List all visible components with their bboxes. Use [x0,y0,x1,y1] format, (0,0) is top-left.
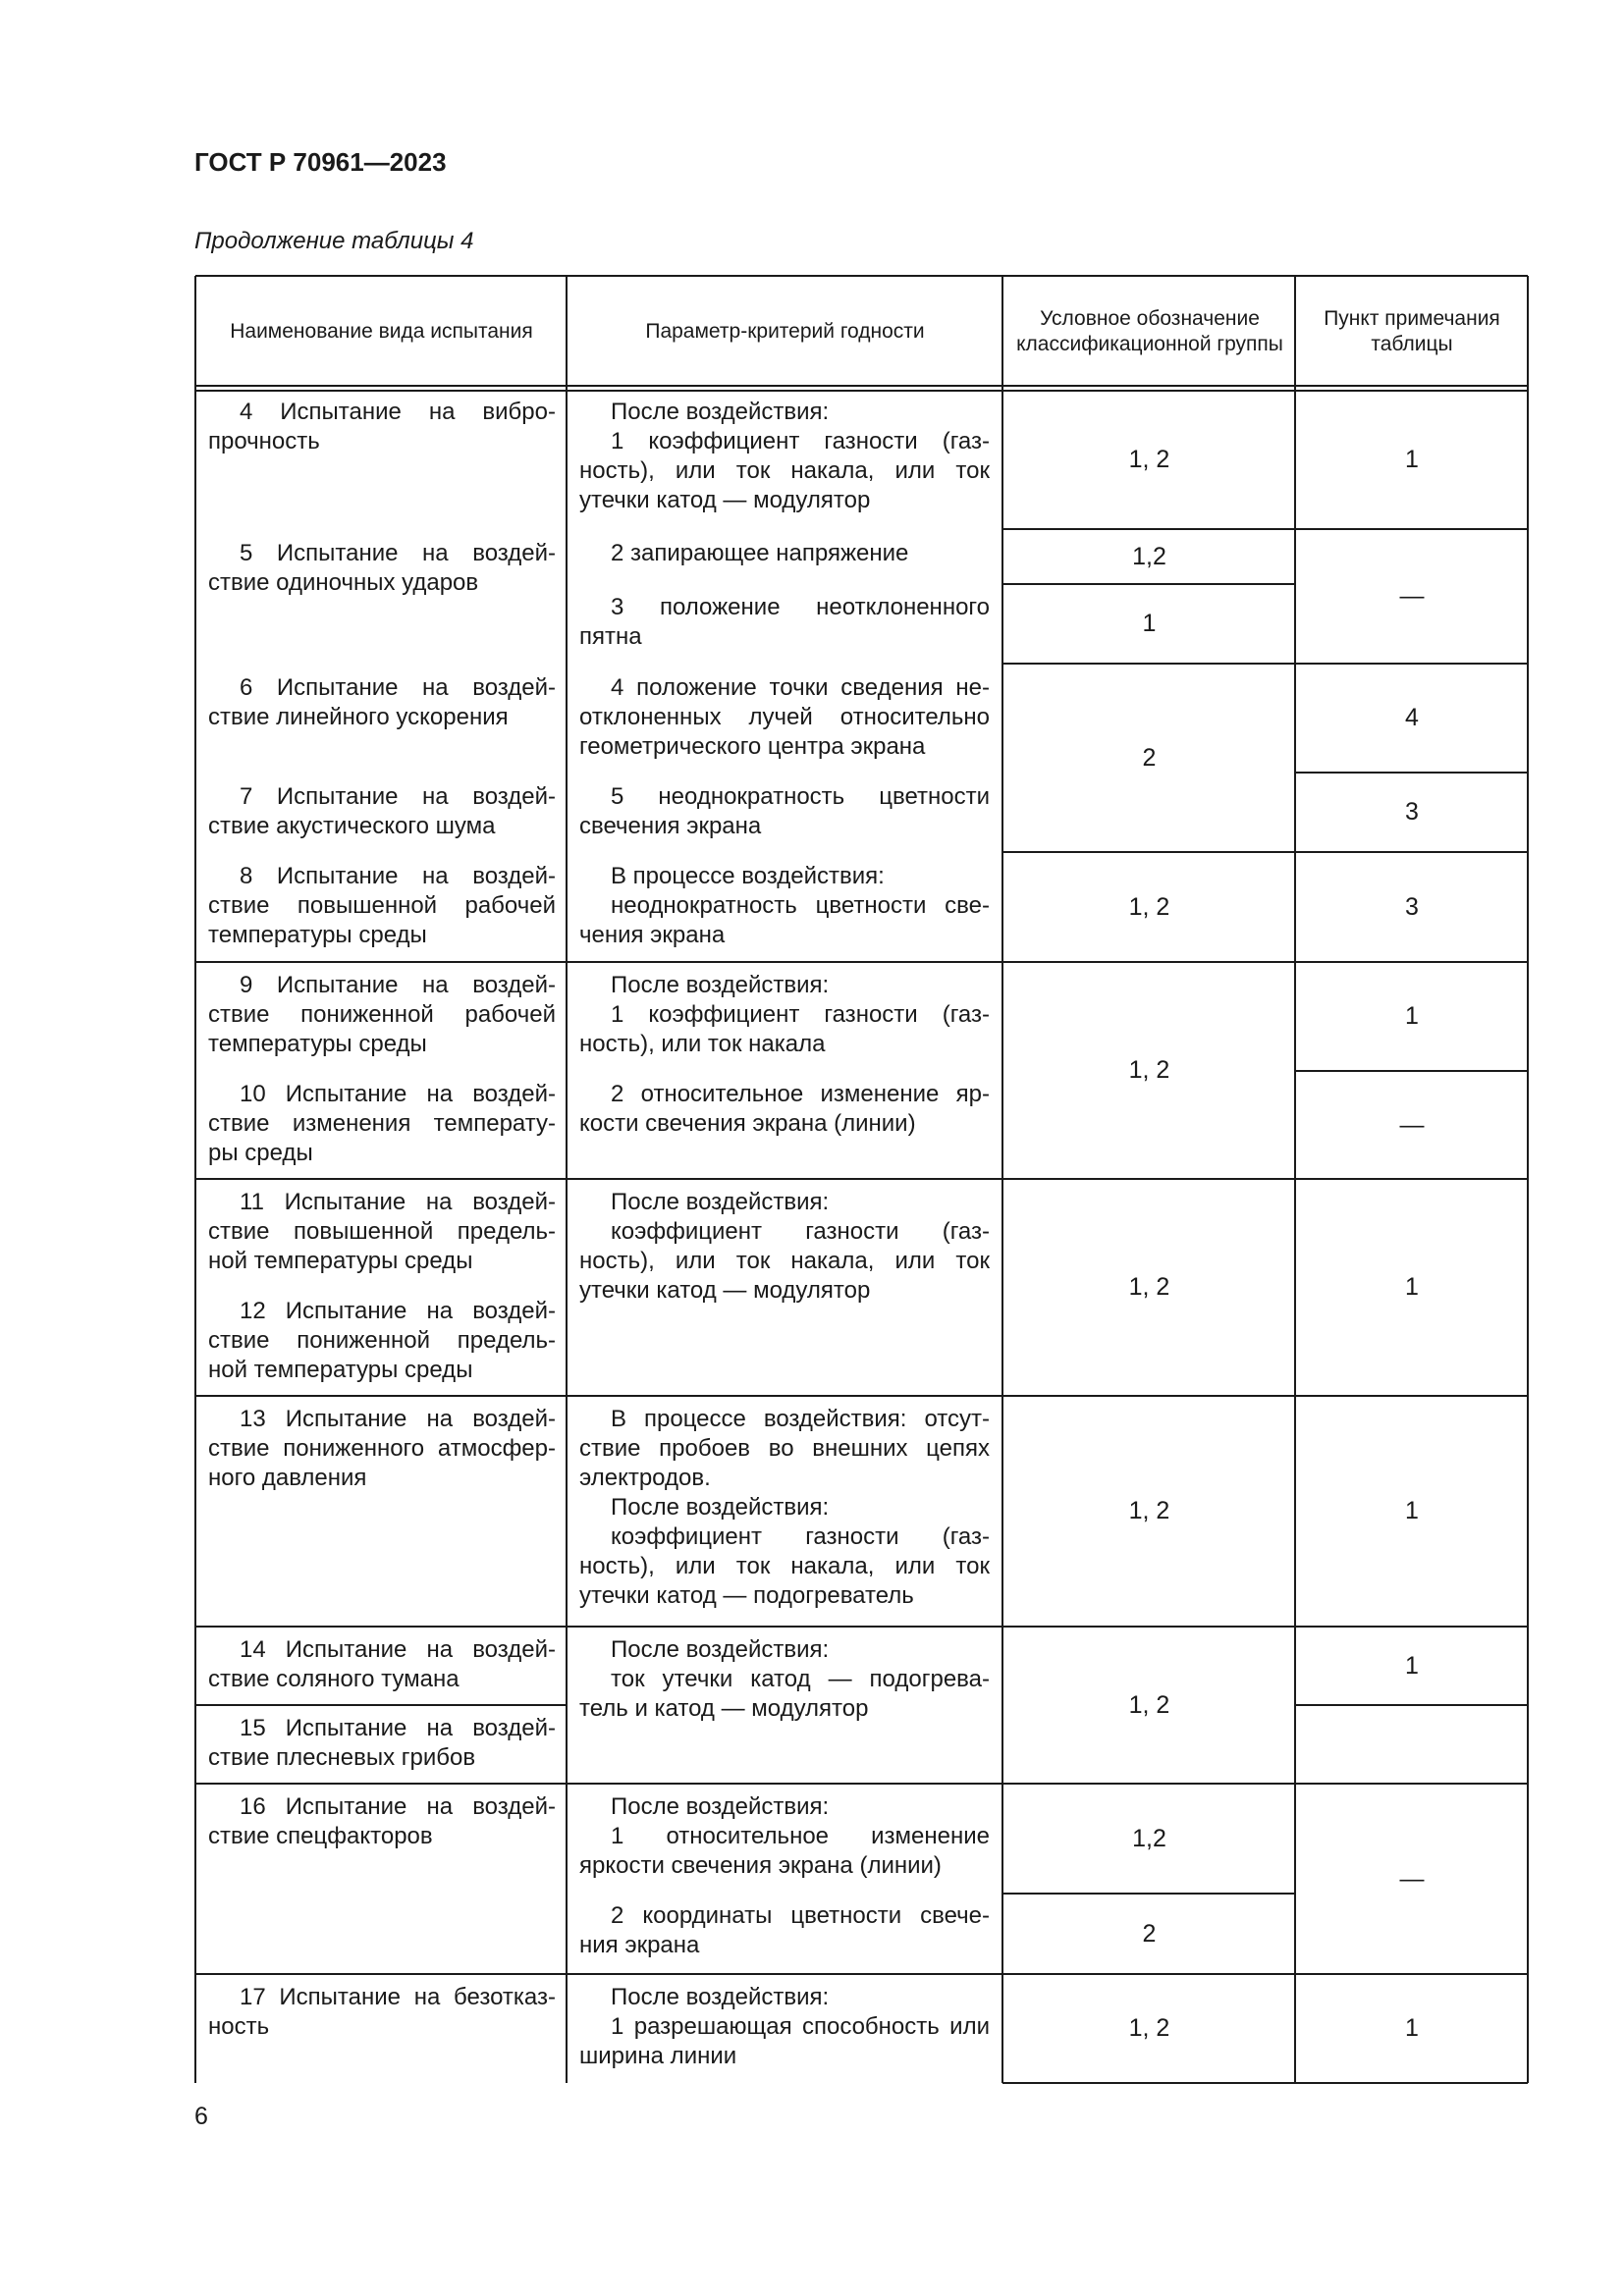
class-group-11: 1, 2 [1128,1273,1170,1301]
test-name-10: 10 Испытание на воздей- ствие изменения температу- ры среды [208,1081,556,1166]
criterion-14: ток утечки катод — подогрева- тель и катод — модулятор [579,1666,990,1722]
class-group-5b: 1 [1142,610,1157,637]
test-name-15: 15 Испытание на воздей- ствие плесневых грибов [208,1715,556,1771]
criterion-11: коэффициент газности (газ- ность), или ток накала, или ток утечки катод — модулятор [579,1218,990,1304]
note-ref-10: — [1399,1110,1425,1139]
class-group-8: 1, 2 [1128,892,1170,921]
criterion-8: неоднократность цветности све- чения экрана [579,892,990,948]
table-caption: Продолжение таблицы 4 [194,228,474,254]
criterion-16-1: 1 относительное изменение яркости свечения экрана (линии) [579,1823,990,1879]
note-ref-9: 1 [1405,1002,1419,1030]
note-ref-16: — [1399,1864,1425,1893]
criterion-17: 1 разрешающая способность или ширина линии [579,2013,990,2069]
criterion-group-7 [579,1983,990,2071]
criterion-13-during: В процессе воздействия: отсут- ствие пробоев во внешних цепях электродов. [579,1406,990,1491]
criterion-after-label: После воздействия: [611,1189,830,1215]
criterion-9-1: 1 коэффициент газности (газ- ность), или ток накала [579,1001,990,1057]
class-group-16a: 1,2 [1132,1824,1166,1852]
criterion-after-label: После воздействия: [611,1984,830,2010]
criterion-2: 2 запирающее напряжение [611,540,909,566]
note-ref-13: 1 [1405,1497,1419,1524]
test-name-11: 11 Испытание на воздей- ствие повышенной предель- ной температуры среды [208,1189,556,1274]
class-group-9: 1, 2 [1128,1056,1170,1084]
criterion-group-3 [579,1188,990,1306]
criterion-during-label: В процессе воздействия: [611,863,885,889]
class-group-6: 2 [1142,743,1157,772]
criterion-1: 1 коэффициент газности (газ- ность), или ток накала, или ток утечки катод — модулятор [579,428,990,513]
test-name-16: 16 Испытание на воздей- ствие спецфакторов [208,1793,556,1849]
test-name-13: 13 Испытание на воздей- ствие пониженного атмосфер- ного давления [208,1406,556,1491]
page-number: 6 [194,2103,208,2130]
class-group-17: 1, 2 [1128,2014,1170,2042]
header-test-name: Наименование вида испытания [230,319,533,343]
criterion-after-label: После воздействия: [611,399,830,425]
test-name-14: 14 Испытание на воздей- ствие соляного тумана [208,1636,556,1692]
class-group-5a: 1,2 [1132,542,1166,570]
test-name-6: 6 Испытание на воздей- ствие линейного ускорения [208,674,556,730]
class-group-14: 1, 2 [1128,1690,1170,1719]
criterion-3: 3 положение неотклоненного пятна [579,594,990,650]
test-name-8: 8 Испытание на воздей- ствие повышенной рабочей температуры среды [208,863,556,948]
test-name-7: 7 Испытание на воздей- ствие акустического шума [208,783,556,839]
criterion-after-label: После воздействия: [611,972,830,998]
criterion-after-label: После воздействия: [611,1636,830,1663]
criterion-4: 4 положение точки сведения не- отклоненных лучей относительно геометрического центра экрана [579,674,990,760]
header-criterion: Параметр-критерий годности [645,319,925,343]
criterion-13-after: коэффициент газности (газ- ность), или ток накала, или ток утечки катод — подогреватель [579,1523,990,1609]
test-name-12: 12 Испытание на воздей- ствие пониженной предель- ной температуры среды [208,1298,556,1383]
test-name-4: 4 Испытание на вибро- прочность [208,399,556,454]
class-group-4: 1, 2 [1128,446,1170,473]
criterion-group-4 [579,1405,990,1611]
criterion-group-1-intro [579,398,990,515]
criterion-group-5 [579,1635,990,1724]
test-name-9: 9 Испытание на воздей- ствие пониженной рабочей температуры среды [208,972,556,1057]
note-ref-8: 3 [1405,892,1419,921]
criterion-after-label: После воздействия: [611,1793,830,1820]
note-ref-11: 1 [1405,1273,1419,1301]
header-class-group: Условное обозначение классификационной группы [1016,306,1283,355]
test-name-17: 17 Испытание на безотказ- ность [208,1984,556,2040]
criterion-group-6 [579,1792,990,1881]
criterion-group-2 [579,971,990,1059]
class-group-16b: 2 [1142,1919,1157,1948]
class-group-13: 1, 2 [1128,1497,1170,1524]
header-note-ref: Пункт примечания таблицы [1324,306,1500,355]
note-ref-7: 3 [1405,798,1419,826]
criterion-after-label: После воздействия: [611,1494,830,1521]
criterion-16-2: 2 координаты цветности свече- ния экрана [579,1902,990,1958]
test-name-5: 5 Испытание на воздей- ствие одиночных ударов [208,540,556,596]
note-ref-14: 1 [1405,1651,1419,1680]
criterion-group-8 [579,862,990,950]
criterion-9-2: 2 относительное изменение яр- кости свечения экрана (линии) [579,1081,990,1137]
criterion-5: 5 неоднократность цветности свечения экрана [579,783,990,839]
note-ref-5: — [1399,582,1425,610]
note-ref-4: 1 [1405,446,1419,473]
note-ref-17: 1 [1405,2014,1419,2042]
document-header: ГОСТ Р 70961—2023 [194,147,447,177]
note-ref-6: 4 [1405,704,1419,731]
